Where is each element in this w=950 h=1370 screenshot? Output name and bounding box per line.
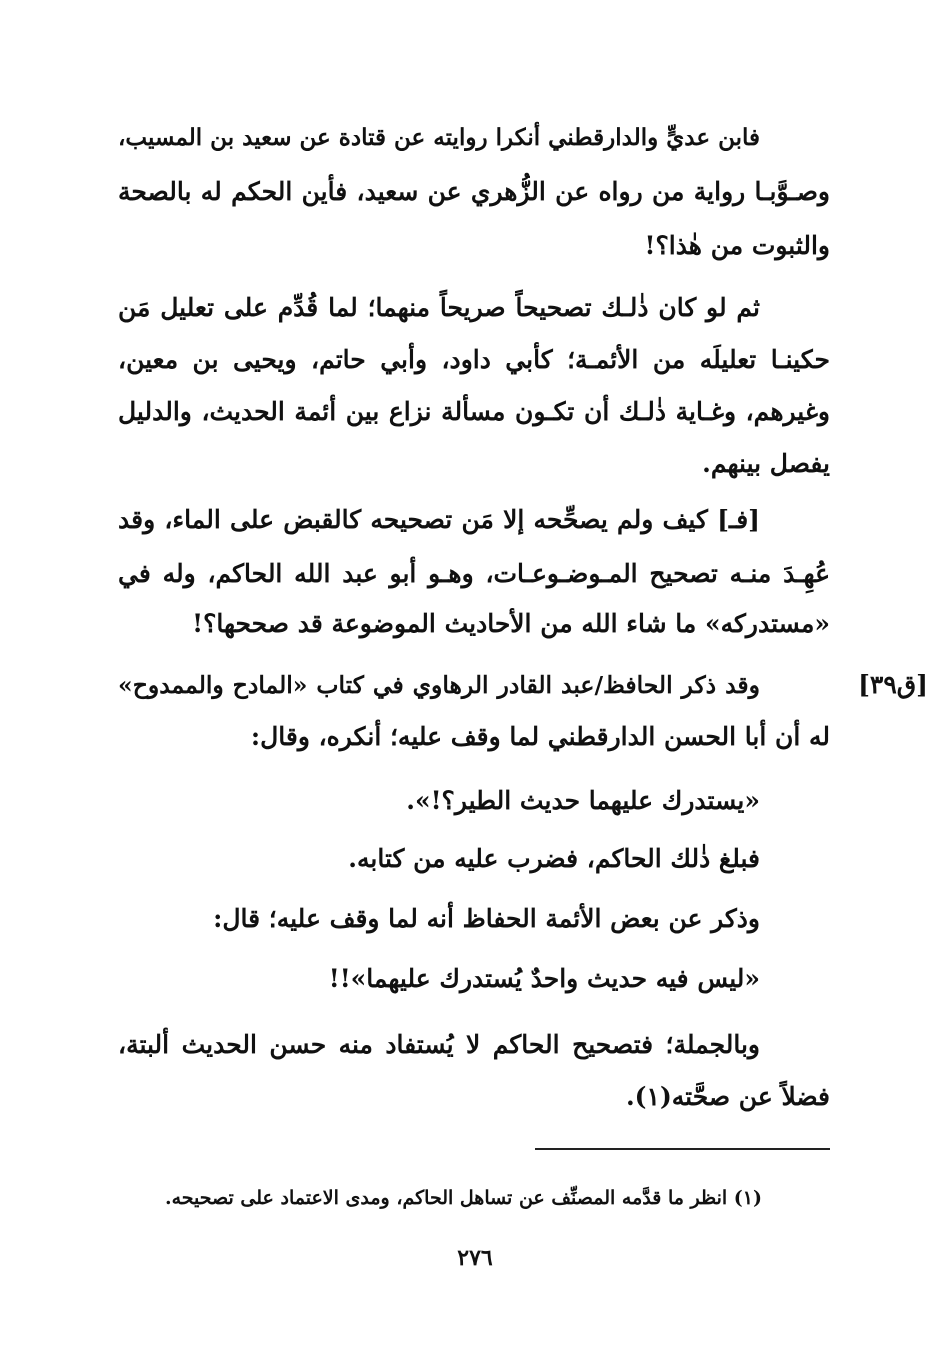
text-line: وذكر عن بعض الأئمة الحفاظ أنه لما وقف عليه؛ قال: — [213, 904, 760, 933]
text-line: وقد ذكر الحافظ/عبد القادر الرهاوي في كتاب «المادح والممدوح» — [118, 671, 760, 699]
text-line: «يستدرك عليهما حديث الطير؟!». — [406, 786, 760, 815]
text-line: فابن عديٍّ والدارقطني أنكرا روايته عن قتادة عن سعيد بن المسيب، — [118, 124, 760, 151]
page-number: ٢٧٦ — [457, 1245, 493, 1271]
text-line: وبالجملة؛ فتصحيح الحاكم لا يُستفاد منه حسن الحديث ألبتة، — [118, 1030, 760, 1059]
manuscript-folio-marker: [ق٣٩] — [858, 670, 928, 699]
text-line: حكينـا تعليلَه من الأئمـة؛ كأبي داود، وأبي حاتم، ويحيى بن معين، — [118, 345, 830, 374]
text-line: فضلاً عن صحَّته(١). — [625, 1082, 830, 1111]
text-line: عُهِـدَ منـه تصحيح المـوضـوعـات، وهـو أبو عبد الله الحاكم، وله في — [118, 559, 830, 588]
text-line: ثم لو كان ذٰلـك تصحيحاً صريحاً منهما؛ لما قُدِّم على تعليل مَن — [118, 293, 760, 322]
text-line: «مستدركه» ما شاء الله من الأحاديث الموضوعة قد صححها؟! — [192, 609, 830, 638]
text-line: له أن أبا الحسن الدارقطني لما وقف عليه؛ أنكره، وقال: — [250, 722, 830, 751]
footnote-separator — [535, 1148, 830, 1150]
text-line: والثبوت من هٰذا؟! — [644, 231, 830, 260]
text-line: «ليس فيه حديث واحدٌ يُستدرك عليهما»!! — [328, 964, 760, 993]
text-line: يفصل بينهم. — [702, 449, 830, 478]
text-line: [فـ] كيف ولم يصحِّحه إلا مَن تصحيحه كالقبض على الماء، وقد — [118, 505, 760, 534]
text-line: وصـوَّبـا رواية من رواه عن الزُّهري عن سعيد، فأين الحكم له بالصحة — [118, 177, 830, 206]
text-line: وغيرهم، وغـاية ذٰلـك أن تكـون مسألة نزاع بين أئمة الحديث، والدليل — [118, 397, 830, 426]
text-line: فبلغ ذٰلك الحاكم، فضرب عليه من كتابه. — [348, 844, 760, 873]
footnote: (١) انظر ما قدَّمه المصنِّف عن تساهل الحاكم، ومدى الاعتماد على تصحيحه. — [164, 1187, 762, 1209]
